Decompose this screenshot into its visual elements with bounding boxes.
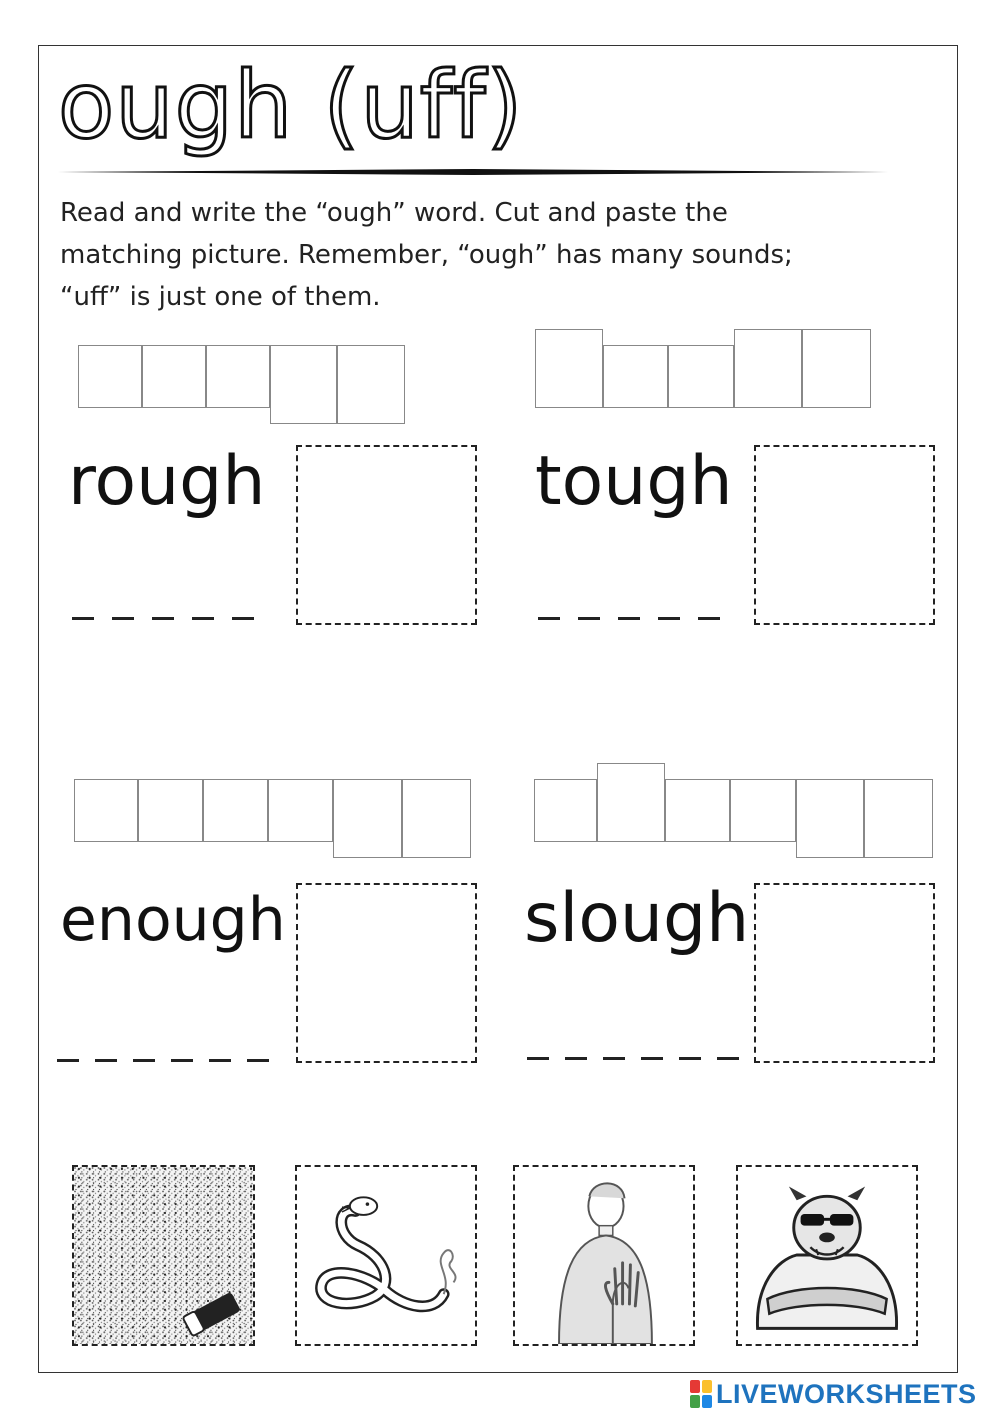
letter-box[interactable] xyxy=(603,345,668,408)
liveworksheets-logo-icon xyxy=(690,1380,712,1408)
letter-box[interactable] xyxy=(268,779,333,842)
word-tough: tough xyxy=(535,442,733,521)
picture-snake[interactable] xyxy=(295,1165,477,1346)
paste-box-enough[interactable] xyxy=(296,883,477,1063)
instructions-text: Read and write the “ough” word. Cut and paste the matching picture. Remember, “ough” has many sounds; “uff” is just one of them. xyxy=(60,198,793,312)
brand-name: LIVEWORKSHEETS xyxy=(716,1378,977,1409)
letter-box[interactable] xyxy=(734,329,802,408)
letter-box[interactable] xyxy=(333,779,402,858)
letter-box[interactable] xyxy=(78,345,142,408)
word-slough: slough xyxy=(524,879,750,958)
letter-box[interactable] xyxy=(142,345,206,408)
paste-box-slough[interactable] xyxy=(754,883,935,1063)
letter-box[interactable] xyxy=(668,345,734,408)
title-underline xyxy=(58,168,888,176)
rough-surface-icon xyxy=(74,1167,253,1344)
letter-box[interactable] xyxy=(796,779,864,858)
letter-box[interactable] xyxy=(337,345,405,424)
letter-box[interactable] xyxy=(597,763,665,842)
letter-box[interactable] xyxy=(270,345,337,424)
word-rough: rough xyxy=(68,442,266,521)
write-blanks-slough[interactable] xyxy=(527,1057,739,1060)
letter-box[interactable] xyxy=(864,779,933,858)
write-blanks-tough[interactable] xyxy=(538,617,720,620)
letter-box[interactable] xyxy=(74,779,138,842)
write-blanks-rough[interactable] xyxy=(72,617,254,620)
word-enough: enough xyxy=(60,885,286,955)
liveworksheets-footer xyxy=(690,1378,977,1410)
picture-bulldog[interactable] xyxy=(736,1165,918,1346)
letter-box[interactable] xyxy=(203,779,268,842)
letter-box[interactable] xyxy=(206,345,270,408)
worksheet-title: ough (uff) xyxy=(58,52,524,159)
letter-box[interactable] xyxy=(665,779,730,842)
bulldog-icon xyxy=(738,1167,916,1344)
write-blanks-enough[interactable] xyxy=(57,1059,269,1062)
letter-box[interactable] xyxy=(535,329,603,408)
letter-box[interactable] xyxy=(730,779,796,842)
person-stop-hand-icon xyxy=(515,1167,693,1344)
letter-box[interactable] xyxy=(802,329,871,408)
picture-rough-surface[interactable] xyxy=(72,1165,255,1346)
paste-box-rough[interactable] xyxy=(296,445,477,625)
snake-icon xyxy=(297,1167,475,1344)
letter-box[interactable] xyxy=(402,779,471,858)
paste-box-tough[interactable] xyxy=(754,445,935,625)
letter-box[interactable] xyxy=(138,779,203,842)
letter-box[interactable] xyxy=(534,779,597,842)
picture-person-stop[interactable] xyxy=(513,1165,695,1346)
